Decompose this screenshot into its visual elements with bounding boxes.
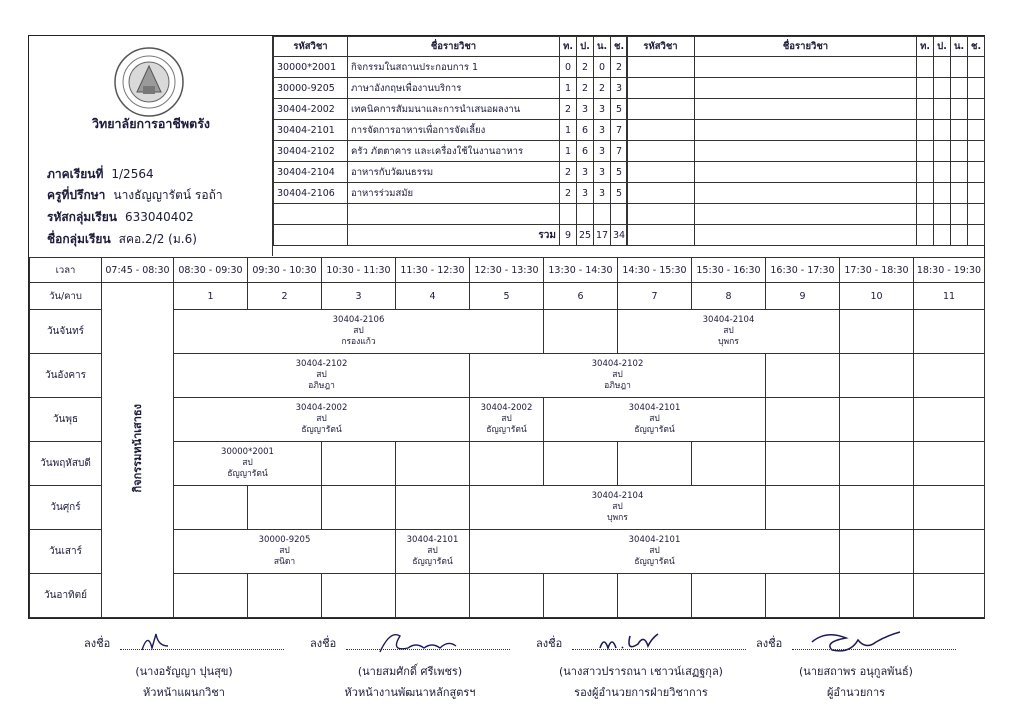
day-row-saturday (30, 530, 985, 574)
class-room: สป (427, 546, 438, 556)
empty-slot (174, 486, 248, 530)
empty-slot (840, 486, 914, 530)
group-name-row (47, 230, 197, 249)
period-number: 5 (470, 283, 544, 310)
signer-position: รองผู้อำนวยการฝ่ายวิชาการ (574, 686, 708, 699)
class-code: 30404-2101 (406, 535, 459, 545)
semester-row (47, 165, 154, 184)
college-seal-icon (113, 46, 185, 118)
signature-line (756, 628, 956, 658)
col-name-header: ชื่อรายวิชา (695, 37, 917, 57)
time-slot: 11:30 - 12:30 (396, 258, 470, 283)
empty-slot (840, 398, 914, 442)
class-block (174, 398, 470, 442)
course-header-row (274, 37, 628, 57)
time-slot: 07:45 - 08:30 (102, 258, 174, 283)
signer-position: หัวหน้าแผนกวิชา (143, 686, 225, 699)
advisor-row (47, 186, 223, 205)
signature-block (310, 628, 510, 701)
day-label: วันพฤหัสบดี (30, 442, 102, 486)
period-number: 8 (692, 283, 766, 310)
col-c-header: ช. (968, 37, 985, 57)
handwritten-signature-icon (134, 628, 194, 656)
empty-slot (544, 310, 618, 354)
class-room: สป (723, 326, 734, 336)
empty-slot (396, 574, 470, 618)
col-code-header: รหัสวิชา (627, 37, 695, 57)
table-row (274, 120, 628, 141)
signature-label: ลงชื่อ (536, 637, 563, 650)
course-code: 30000-9205 (274, 78, 348, 99)
class-block (470, 398, 544, 442)
class-teacher: กรองแก้ว (341, 337, 376, 347)
signature-line (536, 628, 746, 658)
signature-block (536, 628, 746, 701)
class-teacher: ธัญญารัตน์ (301, 425, 342, 435)
course-p: 3 (577, 183, 594, 204)
period-number: 7 (618, 283, 692, 310)
class-room: สป (316, 370, 327, 380)
time-slot: 08:30 - 09:30 (174, 258, 248, 283)
table-row (274, 78, 628, 99)
class-code: 30404-2101 (628, 403, 681, 413)
class-room: สป (612, 370, 623, 380)
class-block (396, 530, 470, 574)
empty-slot (618, 574, 692, 618)
class-code: 30404-2101 (628, 535, 681, 545)
class-teacher: ธัญญารัตน์ (634, 425, 675, 435)
total-n: 17 (594, 225, 611, 246)
period-number: 10 (840, 283, 914, 310)
handwritten-signature-icon (586, 628, 676, 656)
course-name: อาหารร่วมสมัย (348, 183, 560, 204)
empty-slot (470, 574, 544, 618)
col-c-header: ช. (611, 37, 628, 57)
group-name-label: ชื่อกลุ่มเรียน (47, 232, 111, 246)
semester-value: 1/2564 (111, 167, 154, 181)
col-name-header: ชื่อรายวิชา (348, 37, 560, 57)
time-slot: 12:30 - 13:30 (470, 258, 544, 283)
empty-slot (840, 354, 914, 398)
total-p: 25 (577, 225, 594, 246)
course-t: 0 (560, 57, 577, 78)
course-t: 1 (560, 78, 577, 99)
empty-slot (840, 442, 914, 486)
course-code: 30000*2001 (274, 57, 348, 78)
handwritten-signature-icon (806, 628, 906, 656)
course-code: 30404-2002 (274, 99, 348, 120)
class-teacher: อภิษฎา (308, 381, 335, 391)
total-row (274, 225, 628, 246)
class-code: 30404-2106 (332, 315, 385, 325)
course-code: 30404-2104 (274, 162, 348, 183)
course-code: 30404-2102 (274, 141, 348, 162)
empty-slot (470, 442, 544, 486)
course-t: 2 (560, 99, 577, 120)
class-teacher: ธัญญารัตน์ (486, 425, 527, 435)
empty-slot (766, 398, 840, 442)
signer-name: (นายสมศักดิ์ ศรีเพชร) (357, 665, 463, 678)
course-name: ภาษาอังกฤษเพื่องานบริการ (348, 78, 560, 99)
course-p: 2 (577, 78, 594, 99)
signature-label: ลงชื่อ (84, 637, 111, 650)
empty-slot (914, 442, 985, 486)
course-c: 5 (611, 99, 628, 120)
info-block (29, 36, 273, 256)
morning-activity: กิจกรรมหน้าเสาธง (130, 404, 144, 493)
empty-slot (174, 574, 248, 618)
signer-name: (นายสถาพร อนุกูลพันธ์) (799, 665, 913, 678)
empty-slot (692, 442, 766, 486)
empty-slot (766, 574, 840, 618)
total-label: รวม (348, 225, 560, 246)
group-code-row (47, 208, 194, 227)
class-teacher: ธัญญารัตน์ (412, 557, 453, 567)
col-n-header: น. (594, 37, 611, 57)
class-room: สป (316, 414, 327, 424)
course-c: 2 (611, 57, 628, 78)
time-slot: 09:30 - 10:30 (248, 258, 322, 283)
time-slot: 15:30 - 16:30 (692, 258, 766, 283)
empty-slot (396, 442, 470, 486)
empty-slot (396, 486, 470, 530)
course-c: 3 (611, 78, 628, 99)
course-c: 5 (611, 162, 628, 183)
day-label: วันจันทร์ (30, 310, 102, 354)
course-header-row (627, 37, 985, 57)
time-slot: 18:30 - 19:30 (914, 258, 985, 283)
time-header-row (30, 258, 985, 283)
period-number: 4 (396, 283, 470, 310)
class-teacher: ธัญญารัตน์ (634, 557, 675, 567)
empty-slot (322, 442, 396, 486)
course-p: 3 (577, 99, 594, 120)
class-block (174, 354, 470, 398)
empty-slot (766, 486, 840, 530)
empty-slot (766, 354, 840, 398)
course-t: 2 (560, 183, 577, 204)
class-code: 30000*2001 (221, 447, 274, 457)
class-block (470, 530, 840, 574)
empty-slot (248, 574, 322, 618)
col-n-header: น. (951, 37, 968, 57)
class-teacher: อภิษฎา (604, 381, 631, 391)
course-name: ครัว ภัตตาคาร และเครื่องใช้ในงานอาหาร (348, 141, 560, 162)
course-name: การจัดการอาหารเพื่อการจัดเลี้ยง (348, 120, 560, 141)
empty-slot (544, 442, 618, 486)
course-p: 2 (577, 57, 594, 78)
course-p: 6 (577, 120, 594, 141)
empty-slot (618, 442, 692, 486)
class-room: สป (279, 546, 290, 556)
signature-label: ลงชื่อ (310, 637, 337, 650)
course-name: กิจกรรมในสถานประกอบการ 1 (348, 57, 560, 78)
signature-block (84, 628, 284, 701)
time-slot: 13:30 - 14:30 (544, 258, 618, 283)
course-t: 1 (560, 141, 577, 162)
empty-slot (766, 442, 840, 486)
table-row (274, 57, 628, 78)
day-label: วันอังคาร (30, 354, 102, 398)
course-c: 7 (611, 141, 628, 162)
group-code-label: รหัสกลุ่มเรียน (47, 210, 117, 224)
course-n: 3 (594, 183, 611, 204)
empty-slot (840, 574, 914, 618)
empty-slot (322, 486, 396, 530)
time-slot: 10:30 - 11:30 (322, 258, 396, 283)
course-n: 3 (594, 120, 611, 141)
course-n: 2 (594, 78, 611, 99)
signer-name: (นางอรัญญา ปุนสุข) (135, 665, 233, 678)
class-code: 30404-2002 (480, 403, 533, 413)
course-table (273, 36, 628, 246)
course-n: 0 (594, 57, 611, 78)
class-teacher: บุพกร (718, 337, 739, 347)
college-name: วิทยาลัยการอาชีพตรัง (91, 116, 211, 131)
day-row-friday (30, 486, 985, 530)
table-row (274, 141, 628, 162)
course-name: อาหารกับวัฒนธรรม (348, 162, 560, 183)
total-t: 9 (560, 225, 577, 246)
col-t-header: ท. (917, 37, 934, 57)
class-room: สป (501, 414, 512, 424)
semester-label: ภาคเรียนที่ (47, 167, 104, 181)
time-slot: 14:30 - 15:30 (618, 258, 692, 283)
period-number: 6 (544, 283, 618, 310)
empty-slot (322, 574, 396, 618)
group-name-value: สคอ.2/2 (ม.6) (118, 232, 197, 246)
class-room: สป (612, 502, 623, 512)
class-code: 30404-2002 (295, 403, 348, 413)
course-code: 30404-2106 (274, 183, 348, 204)
class-teacher: สนิดา (273, 557, 296, 567)
empty-slot (544, 574, 618, 618)
period-number: 9 (766, 283, 840, 310)
class-block (174, 310, 544, 354)
course-c: 5 (611, 183, 628, 204)
course-p: 6 (577, 141, 594, 162)
time-slot: 16:30 - 17:30 (766, 258, 840, 283)
class-block (470, 486, 766, 530)
course-n: 3 (594, 141, 611, 162)
class-code: 30404-2104 (702, 315, 755, 325)
class-teacher: ธัญญารัตน์ (227, 469, 268, 479)
timetable-sheet (28, 35, 985, 619)
empty-slot (248, 486, 322, 530)
signature-line (310, 628, 510, 658)
period-number: 2 (248, 283, 322, 310)
empty-slot (914, 398, 985, 442)
day-row-thursday (30, 442, 985, 486)
col-p-header: ป. (577, 37, 594, 57)
class-teacher: บุพกร (607, 513, 628, 523)
course-n: 3 (594, 99, 611, 120)
course-c: 7 (611, 120, 628, 141)
class-code: 30000-9205 (258, 535, 311, 545)
day-label: วันศุกร์ (30, 486, 102, 530)
day-row-sunday (30, 574, 985, 618)
empty-slot (914, 530, 985, 574)
class-code: 30404-2102 (295, 359, 348, 369)
signer-name: (นางสาวปรารถนา เชาวน์เสฏฐกุล) (559, 665, 723, 678)
advisor-label: ครูที่ปรึกษา (47, 188, 106, 202)
table-row (274, 99, 628, 120)
course-code: 30404-2101 (274, 120, 348, 141)
empty-slot (914, 574, 985, 618)
period-header-row (30, 283, 985, 310)
period-number: 11 (914, 283, 985, 310)
class-room: สป (649, 546, 660, 556)
empty-row (274, 204, 628, 225)
day-row-wednesday (30, 398, 985, 442)
empty-slot (914, 310, 985, 354)
period-number: 3 (322, 283, 396, 310)
col-code-header: รหัสวิชา (274, 37, 348, 57)
class-room: สป (649, 414, 660, 424)
day-row-monday (30, 310, 985, 354)
class-block (618, 310, 840, 354)
course-t: 1 (560, 120, 577, 141)
class-code: 30404-2102 (591, 359, 644, 369)
day-row-tuesday (30, 354, 985, 398)
signer-position: หัวหน้างานพัฒนาหลักสูตรฯ (344, 686, 476, 699)
group-code-value: 633040402 (125, 210, 194, 224)
class-block (470, 354, 766, 398)
period-label: วัน/คาบ (30, 283, 102, 310)
time-label: เวลา (30, 258, 102, 283)
class-block (174, 442, 322, 486)
course-t: 2 (560, 162, 577, 183)
course-n: 3 (594, 162, 611, 183)
signer-position: ผู้อำนวยการ (826, 686, 886, 699)
course-name: เทคนิคการสัมมนาและการนำเสนอผลงาน (348, 99, 560, 120)
signature-block (756, 628, 956, 701)
class-block (544, 398, 766, 442)
day-label: วันเสาร์ (30, 530, 102, 574)
day-label: วันอาทิตย์ (30, 574, 102, 618)
handwritten-signature-icon (360, 628, 470, 656)
class-code: 30404-2104 (591, 491, 644, 501)
period-number: 1 (174, 283, 248, 310)
schedule-grid (29, 257, 985, 618)
total-c: 34 (611, 225, 628, 246)
class-block (174, 530, 396, 574)
signature-line (84, 628, 284, 658)
day-label: วันพุธ (30, 398, 102, 442)
signature-label: ลงชื่อ (756, 637, 783, 650)
empty-slot (914, 486, 985, 530)
advisor-value: นางธัญญารัตน์ รอถ้า (113, 188, 223, 202)
empty-slot (914, 354, 985, 398)
course-p: 3 (577, 162, 594, 183)
col-t-header: ท. (560, 37, 577, 57)
table-row (274, 162, 628, 183)
empty-slot (692, 574, 766, 618)
class-room: สป (353, 326, 364, 336)
course-table-empty (626, 36, 985, 246)
empty-slot (840, 310, 914, 354)
col-p-header: ป. (934, 37, 951, 57)
morning-activity-cell (102, 283, 174, 618)
class-room: สป (242, 458, 253, 468)
table-row (274, 183, 628, 204)
time-slot: 17:30 - 18:30 (840, 258, 914, 283)
empty-slot (840, 530, 914, 574)
